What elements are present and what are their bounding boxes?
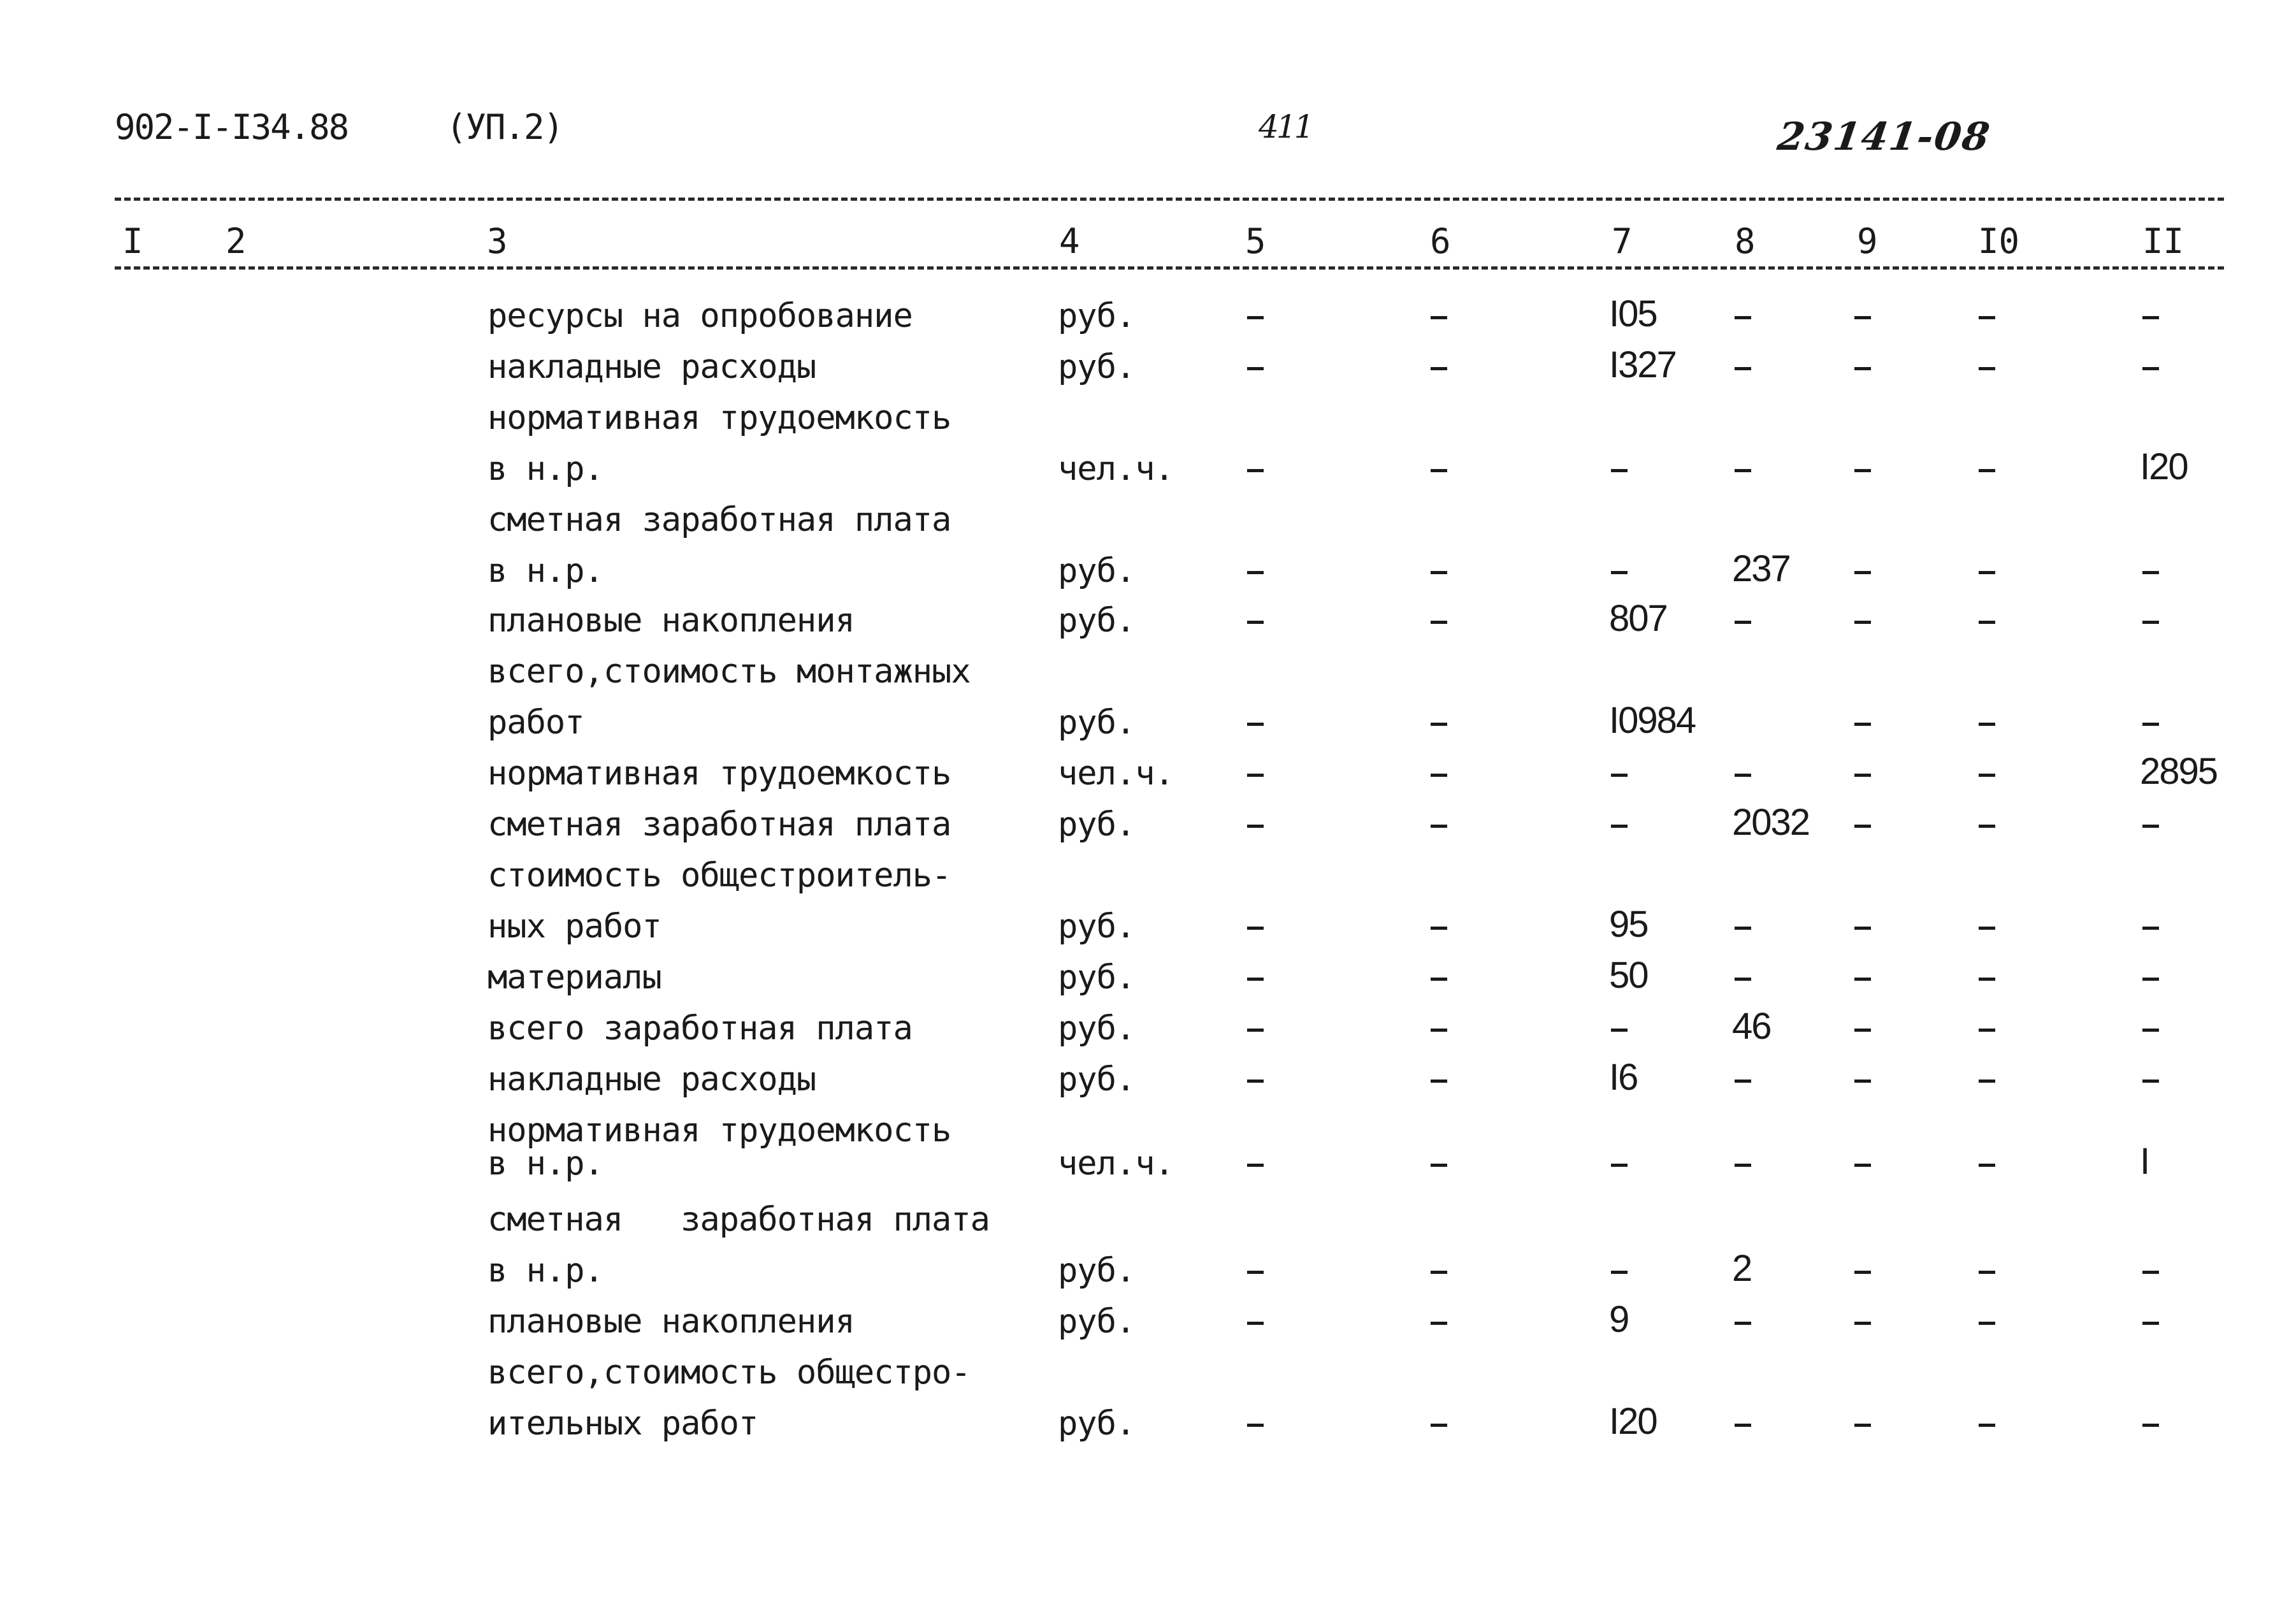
row-16-unit: руб. <box>1058 1060 1136 1099</box>
column-number-10: I0 <box>1975 224 2022 259</box>
row-2-c11-dash <box>2142 367 2159 370</box>
row-20-c8-value: 2 <box>1732 1248 1752 1289</box>
row-15-c7-dash <box>1611 1029 1628 1032</box>
row-2-description: накладные расходы <box>487 348 816 386</box>
row-14-c10-dash <box>1979 978 1995 981</box>
row-15-c8-value: 46 <box>1732 1006 1771 1047</box>
sheet-label: (УП.2) <box>446 107 563 147</box>
row-23-c8-dash <box>1735 1424 1751 1427</box>
row-1-c9-dash <box>1854 316 1871 319</box>
row-13-description: ных работ <box>487 907 661 946</box>
row-9-c11-dash <box>2142 723 2159 726</box>
row-22-description: всего,стоимость общестро- <box>487 1354 971 1392</box>
row-7-c5-dash <box>1247 621 1264 624</box>
row-14-c5-dash <box>1247 978 1264 981</box>
row-17-description: нормативная трудоемкость <box>487 1111 951 1150</box>
row-18-c6-dash <box>1431 1164 1447 1167</box>
row-11-description: сметная заработная плата <box>487 805 951 844</box>
row-9-c7-value: I0984 <box>1609 700 1696 741</box>
row-14-unit: руб. <box>1058 958 1136 997</box>
row-10-unit: чел.ч. <box>1058 755 1174 793</box>
row-1-c11-dash <box>2142 316 2159 319</box>
row-6-c10-dash <box>1979 571 1995 574</box>
inventory-number: 23141-08 <box>1775 115 1994 159</box>
row-1-description: ресурсы на опробование <box>487 297 913 335</box>
document-code: 902-I-I34.88 <box>115 107 349 147</box>
row-9-unit: руб. <box>1058 704 1136 742</box>
row-6-c11-dash <box>2142 571 2159 574</box>
row-1-c10-dash <box>1979 316 1995 319</box>
row-7-c8-dash <box>1735 621 1751 624</box>
row-5-description: сметная заработная плата <box>487 501 951 539</box>
row-12-description: стоимость общестроитель- <box>487 856 951 895</box>
row-16-c11-dash <box>2142 1080 2159 1083</box>
row-4-c11-value: I20 <box>2140 446 2188 488</box>
row-18-c10-dash <box>1979 1164 1995 1167</box>
row-9-c10-dash <box>1979 723 1995 726</box>
row-13-c8-dash <box>1735 927 1751 930</box>
row-4-c8-dash <box>1735 469 1751 472</box>
row-4-c5-dash <box>1247 469 1264 472</box>
row-21-c9-dash <box>1854 1322 1871 1325</box>
row-16-description: накладные расходы <box>487 1060 816 1099</box>
row-2-c6-dash <box>1431 367 1447 370</box>
row-15-c11-dash <box>2142 1029 2159 1032</box>
row-23-unit: руб. <box>1058 1405 1136 1443</box>
row-18-c9-dash <box>1854 1164 1871 1167</box>
row-15-description: всего заработная плата <box>487 1009 913 1048</box>
row-13-c11-dash <box>2142 927 2159 930</box>
row-7-c6-dash <box>1431 621 1447 624</box>
row-7-description: плановые накопления <box>487 602 855 640</box>
row-20-c9-dash <box>1854 1271 1871 1274</box>
row-20-unit: руб. <box>1058 1252 1136 1290</box>
row-7-c7-value: 807 <box>1609 598 1667 639</box>
row-4-c6-dash <box>1431 469 1447 472</box>
row-23-c10-dash <box>1979 1424 1995 1427</box>
row-7-c11-dash <box>2142 621 2159 624</box>
row-18-c11-value: I <box>2140 1141 2149 1182</box>
row-6-c7-dash <box>1611 571 1628 574</box>
row-6-unit: руб. <box>1058 552 1136 590</box>
row-20-c6-dash <box>1431 1271 1447 1274</box>
row-21-unit: руб. <box>1058 1303 1136 1341</box>
row-9-c9-dash <box>1854 723 1871 726</box>
row-19-description: сметная заработная плата <box>487 1201 990 1239</box>
row-2-c10-dash <box>1979 367 1995 370</box>
row-18-c8-dash <box>1735 1164 1751 1167</box>
row-16-c8-dash <box>1735 1080 1751 1083</box>
row-10-c5-dash <box>1247 774 1264 777</box>
row-4-c9-dash <box>1854 469 1871 472</box>
column-number-4: 4 <box>1057 224 1083 259</box>
row-16-c9-dash <box>1854 1080 1871 1083</box>
row-2-c5-dash <box>1247 367 1264 370</box>
row-23-description: ительных работ <box>487 1405 758 1443</box>
row-6-c5-dash <box>1247 571 1264 574</box>
row-20-c7-dash <box>1611 1271 1628 1274</box>
row-18-c5-dash <box>1247 1164 1264 1167</box>
column-number-2: 2 <box>223 224 249 259</box>
row-21-c7-value: 9 <box>1609 1299 1629 1340</box>
row-6-description: в н.р. <box>487 552 603 590</box>
row-11-unit: руб. <box>1058 805 1136 844</box>
column-number-7: 7 <box>1609 224 1635 259</box>
row-14-c8-dash <box>1735 978 1751 981</box>
row-14-c9-dash <box>1854 978 1871 981</box>
row-4-unit: чел.ч. <box>1058 450 1174 488</box>
row-9-c6-dash <box>1431 723 1447 726</box>
row-2-c9-dash <box>1854 367 1871 370</box>
row-21-c11-dash <box>2142 1322 2159 1325</box>
row-13-c5-dash <box>1247 927 1264 930</box>
row-21-c5-dash <box>1247 1322 1264 1325</box>
row-18-c7-dash <box>1611 1164 1628 1167</box>
row-18-unit: чел.ч. <box>1058 1145 1174 1183</box>
row-11-c8-value: 2032 <box>1732 802 1810 843</box>
row-7-unit: руб. <box>1058 602 1136 640</box>
row-21-c10-dash <box>1979 1322 1995 1325</box>
row-7-c9-dash <box>1854 621 1871 624</box>
row-10-c10-dash <box>1979 774 1995 777</box>
row-11-c5-dash <box>1247 825 1264 828</box>
row-10-description: нормативная трудоемкость <box>487 755 951 793</box>
row-1-unit: руб. <box>1058 297 1136 335</box>
column-number-1: I <box>120 224 146 259</box>
row-8-description: всего,стоимость монтажных <box>487 653 971 691</box>
row-11-c9-dash <box>1854 825 1871 828</box>
row-14-description: материалы <box>487 958 661 997</box>
row-1-c8-dash <box>1735 316 1751 319</box>
row-10-c6-dash <box>1431 774 1447 777</box>
row-23-c5-dash <box>1247 1424 1264 1427</box>
row-11-c7-dash <box>1611 825 1628 828</box>
row-2-c8-dash <box>1735 367 1751 370</box>
row-18-description: в н.р. <box>487 1145 603 1183</box>
row-6-c8-value: 237 <box>1732 548 1790 589</box>
column-number-6: 6 <box>1427 224 1454 259</box>
row-14-c11-dash <box>2142 978 2159 981</box>
row-15-c6-dash <box>1431 1029 1447 1032</box>
row-20-c10-dash <box>1979 1271 1995 1274</box>
row-15-c10-dash <box>1979 1029 1995 1032</box>
row-1-c5-dash <box>1247 316 1264 319</box>
row-16-c5-dash <box>1247 1080 1264 1083</box>
row-23-c9-dash <box>1854 1424 1871 1427</box>
row-10-c7-dash <box>1611 774 1628 777</box>
row-6-c6-dash <box>1431 571 1447 574</box>
row-23-c11-dash <box>2142 1424 2159 1427</box>
row-15-c9-dash <box>1854 1029 1871 1032</box>
row-13-c6-dash <box>1431 927 1447 930</box>
row-21-c6-dash <box>1431 1322 1447 1325</box>
row-10-c8-dash <box>1735 774 1751 777</box>
row-10-c9-dash <box>1854 774 1871 777</box>
row-23-c6-dash <box>1431 1424 1447 1427</box>
row-11-c10-dash <box>1979 825 1995 828</box>
row-13-c10-dash <box>1979 927 1995 930</box>
row-7-c10-dash <box>1979 621 1995 624</box>
row-1-c7-value: I05 <box>1609 293 1657 335</box>
row-13-c7-value: 95 <box>1609 904 1648 945</box>
row-15-unit: руб. <box>1058 1009 1136 1048</box>
row-16-c7-value: I6 <box>1609 1057 1638 1098</box>
column-number-9: 9 <box>1854 224 1881 259</box>
row-9-description: работ <box>487 704 584 742</box>
column-number-5: 5 <box>1243 224 1269 259</box>
row-10-c11-value: 2895 <box>2140 751 2218 792</box>
row-13-c9-dash <box>1854 927 1871 930</box>
row-3-description: нормативная трудоемкость <box>487 399 951 437</box>
row-1-c6-dash <box>1431 316 1447 319</box>
row-16-c6-dash <box>1431 1080 1447 1083</box>
column-number-11: II <box>2140 224 2186 259</box>
row-15-c5-dash <box>1247 1029 1264 1032</box>
row-9-c5-dash <box>1247 723 1264 726</box>
row-11-c11-dash <box>2142 825 2159 828</box>
page-number: 411 <box>1259 108 1312 145</box>
row-20-c11-dash <box>2142 1271 2159 1274</box>
row-16-c10-dash <box>1979 1080 1995 1083</box>
header-divider <box>115 198 2224 201</box>
row-20-description: в н.р. <box>487 1252 603 1290</box>
row-21-c8-dash <box>1735 1322 1751 1325</box>
row-4-c10-dash <box>1979 469 1995 472</box>
column-number-8: 8 <box>1732 224 1758 259</box>
row-2-c7-value: I327 <box>1609 344 1676 386</box>
row-6-c9-dash <box>1854 571 1871 574</box>
row-14-c6-dash <box>1431 978 1447 981</box>
column-number-3: 3 <box>484 224 510 259</box>
row-13-unit: руб. <box>1058 907 1136 946</box>
row-11-c6-dash <box>1431 825 1447 828</box>
row-21-description: плановые накопления <box>487 1303 855 1341</box>
row-20-c5-dash <box>1247 1271 1264 1274</box>
row-2-unit: руб. <box>1058 348 1136 386</box>
column-header-divider <box>115 266 2224 270</box>
row-4-description: в н.р. <box>487 450 603 488</box>
row-23-c7-value: I20 <box>1609 1401 1657 1442</box>
row-14-c7-value: 50 <box>1609 955 1648 996</box>
row-4-c7-dash <box>1611 469 1628 472</box>
